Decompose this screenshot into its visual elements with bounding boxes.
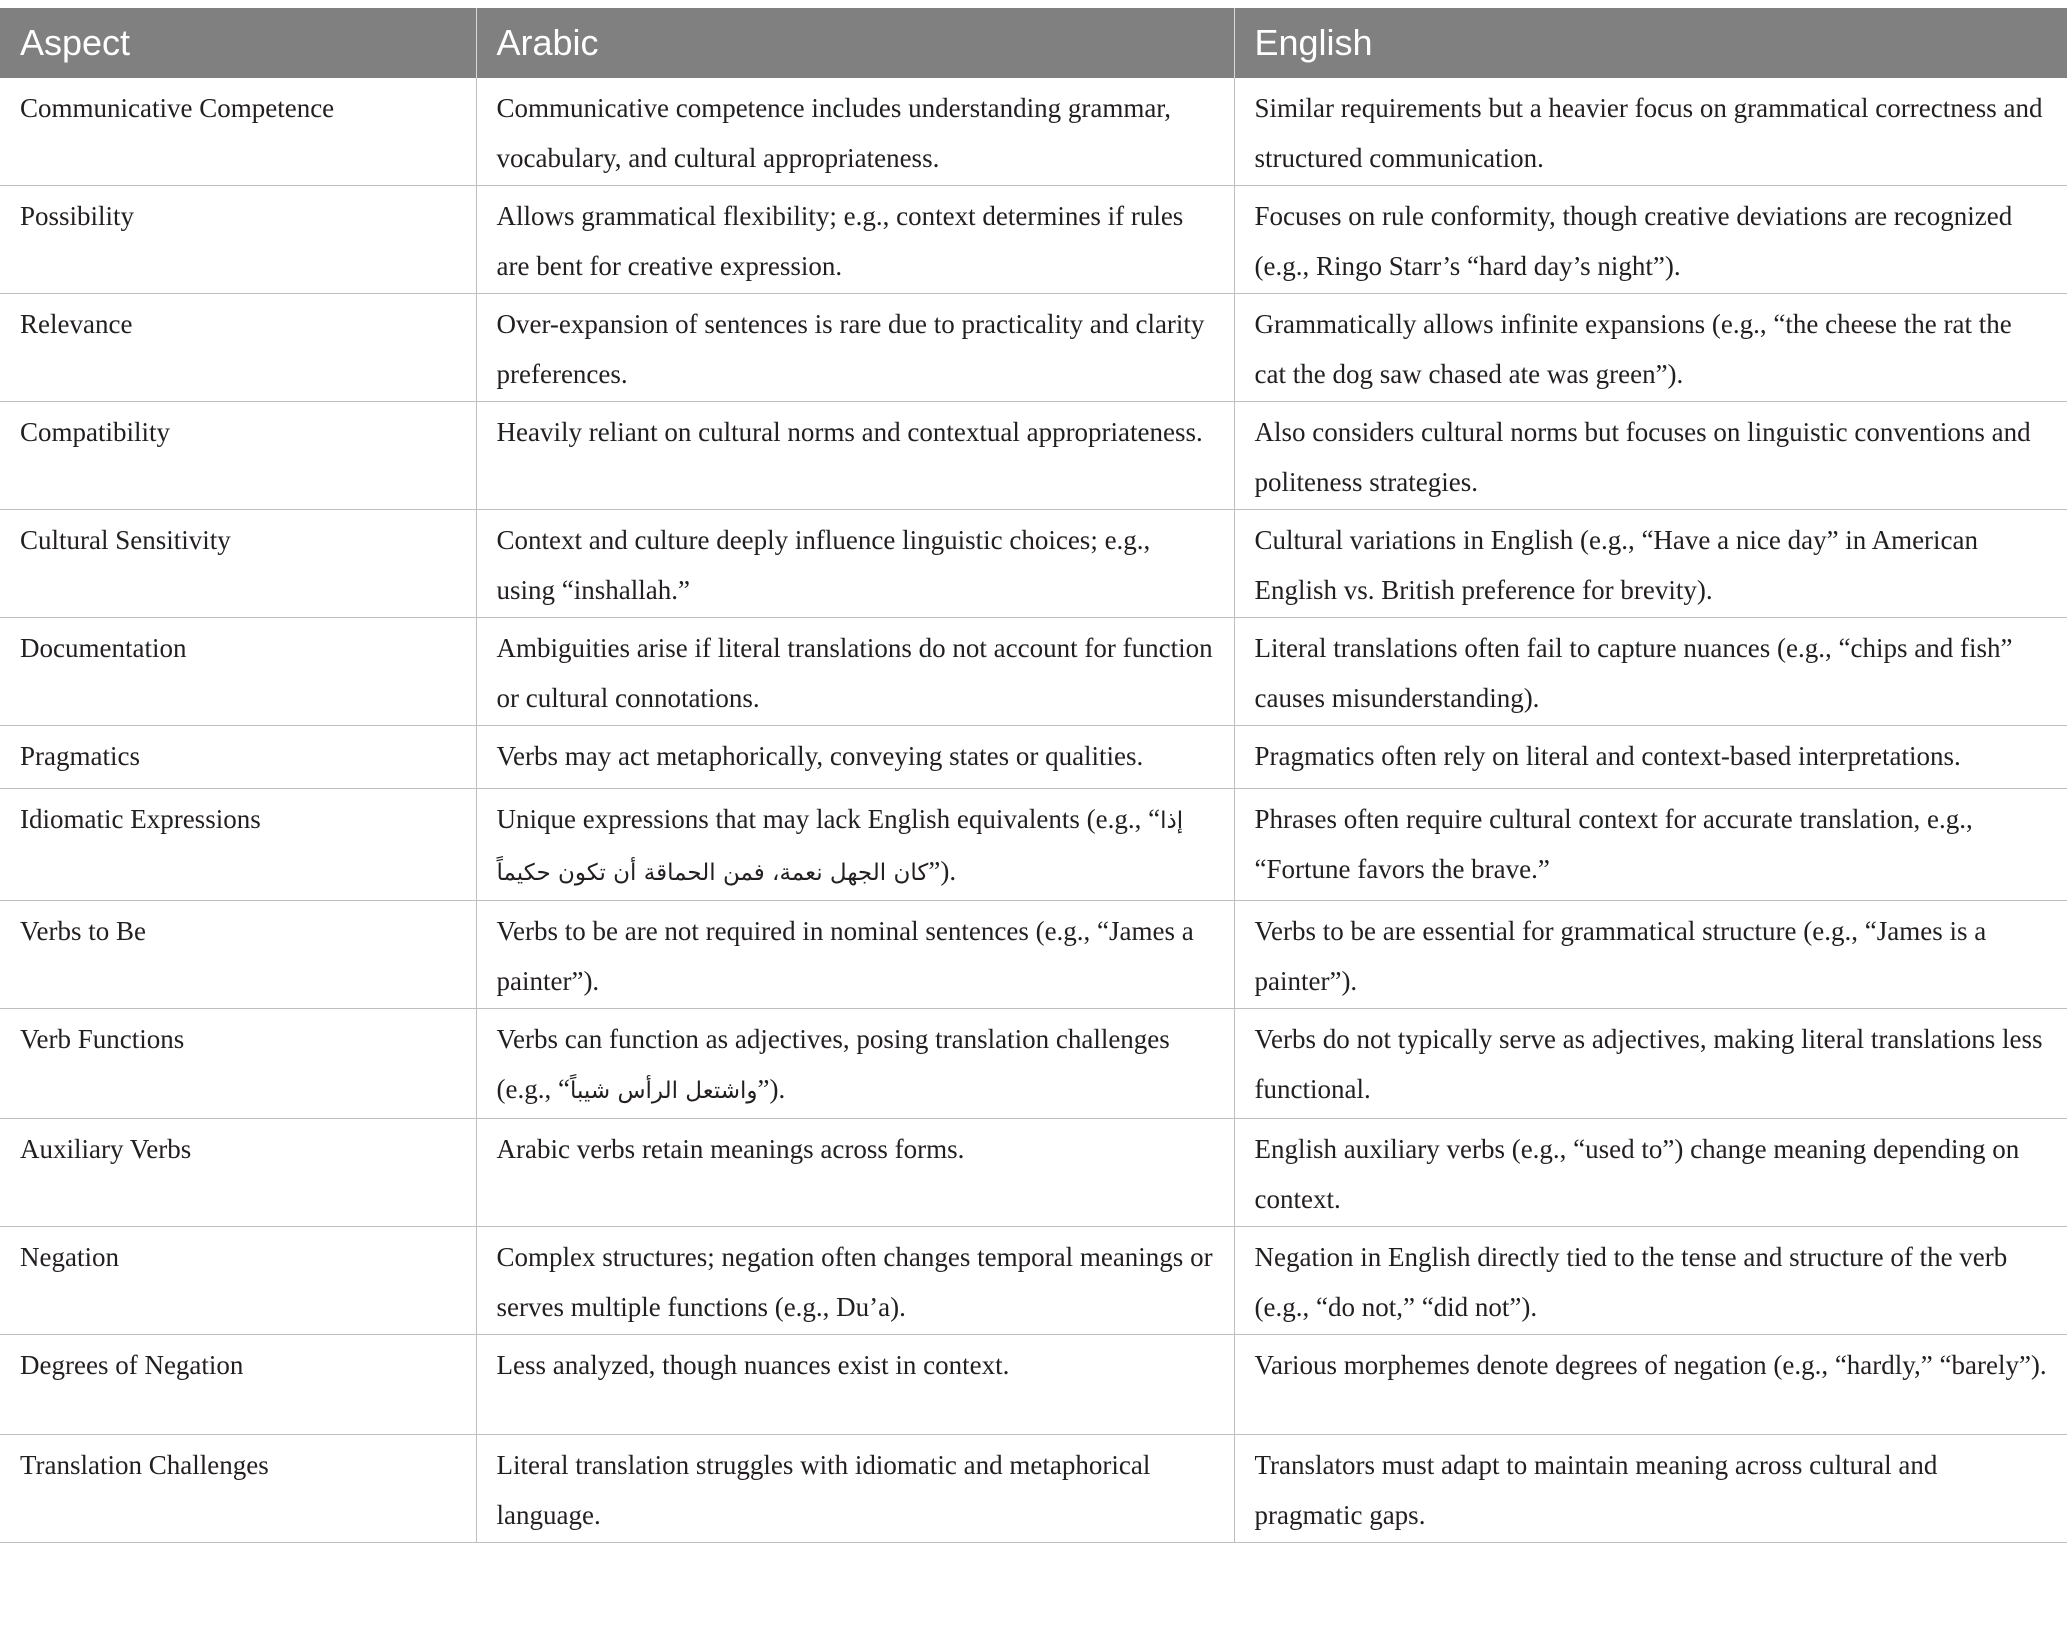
cell-arabic: Less analyzed, though nuances exist in context. [476,1335,1234,1435]
cell-arabic: Verbs may act metaphorically, conveying states or qualities. [476,726,1234,789]
cell-english: Verbs do not typically serve as adjectives, making literal translations less functional. [1234,1009,2067,1119]
header-arabic: Arabic [476,8,1234,78]
table-row [0,186,2067,294]
table-row [0,1119,2067,1227]
table-row [0,402,2067,510]
cell-arabic: Heavily reliant on cultural norms and contextual appropriateness. [476,402,1234,510]
cell-aspect: Verbs to Be [0,901,476,1009]
cell-aspect: Possibility [0,186,476,294]
cell-arabic: Over-expansion of sentences is rare due to practicality and clarity preferences. [476,294,1234,402]
cell-aspect: Compatibility [0,402,476,510]
cell-english: Verbs to be are essential for grammatical structure (e.g., “James is a painter”). [1234,901,2067,1009]
table-row [0,510,2067,618]
cell-aspect: Verb Functions [0,1009,476,1119]
arabic-script-quote: واشتعل الرأس شيباً [569,1078,758,1104]
header-row [0,8,2067,78]
table-row [0,726,2067,789]
cell-aspect: Idiomatic Expressions [0,789,476,901]
header-aspect: Aspect [0,8,476,78]
cell-english: Pragmatics often rely on literal and context-based interpretations. [1234,726,2067,789]
table-row [0,618,2067,726]
table-row [0,1335,2067,1435]
cell-arabic: Context and culture deeply influence linguistic choices; e.g., using “inshallah.” [476,510,1234,618]
table-row [0,1009,2067,1119]
cell-arabic [476,1009,1234,1119]
cell-english: Various morphemes denote degrees of negation (e.g., “hardly,” “barely”). [1234,1335,2067,1435]
cell-aspect: Translation Challenges [0,1435,476,1543]
cell-arabic: Verbs to be are not required in nominal sentences (e.g., “James a painter”). [476,901,1234,1009]
header-english: English [1234,8,2067,78]
cell-arabic: Complex structures; negation often changes temporal meanings or serves multiple functions (e.g., Du’a). [476,1227,1234,1335]
cell-english: Negation in English directly tied to the tense and structure of the verb (e.g., “do not,” “did not”). [1234,1227,2067,1335]
cell-english: Cultural variations in English (e.g., “Have a nice day” in American English vs. British preference for brevity). [1234,510,2067,618]
table-row [0,1435,2067,1543]
table-header [0,8,2067,78]
cell-english: English auxiliary verbs (e.g., “used to”) change meaning depending on context. [1234,1119,2067,1227]
table-row [0,294,2067,402]
cell-english: Also considers cultural norms but focuses on linguistic conventions and politeness strategies. [1234,402,2067,510]
comparison-table [0,8,2067,1543]
table-row [0,789,2067,901]
cell-aspect: Cultural Sensitivity [0,510,476,618]
cell-aspect: Auxiliary Verbs [0,1119,476,1227]
cell-english: Literal translations often fail to capture nuances (e.g., “chips and fish” causes misunderstanding). [1234,618,2067,726]
cell-english: Grammatically allows infinite expansions (e.g., “the cheese the rat the cat the dog saw chased ate was green”). [1234,294,2067,402]
comparison-table-container [0,8,2067,1543]
cell-aspect: Negation [0,1227,476,1335]
cell-arabic: Communicative competence includes understanding grammar, vocabulary, and cultural appropriateness. [476,78,1234,186]
arabic-text-suffix: ”). [757,1074,786,1104]
table-row [0,1227,2067,1335]
cell-english: Focuses on rule conformity, though creative deviations are recognized (e.g., Ringo Starr’s “hard day’s night”). [1234,186,2067,294]
arabic-text-prefix: Unique expressions that may lack English equivalents (e.g., “ [496,804,1161,834]
cell-aspect: Relevance [0,294,476,402]
cell-arabic: Literal translation struggles with idiomatic and metaphorical language. [476,1435,1234,1543]
table-row [0,78,2067,186]
cell-english: Phrases often require cultural context for accurate translation, e.g., “Fortune favors the brave.” [1234,789,2067,901]
cell-arabic [476,789,1234,901]
cell-arabic: Allows grammatical flexibility; e.g., context determines if rules are bent for creative expression. [476,186,1234,294]
cell-aspect: Communicative Competence [0,78,476,186]
table-row [0,901,2067,1009]
cell-aspect: Documentation [0,618,476,726]
cell-arabic: Arabic verbs retain meanings across forms. [476,1119,1234,1227]
cell-arabic: Ambiguities arise if literal translations do not account for function or cultural connotations. [476,618,1234,726]
table-body [0,78,2067,1543]
arabic-text-prefix: Verbs can function as adjectives, posing translation challenges (e.g., “ [496,1024,1170,1104]
cell-english: Similar requirements but a heavier focus on grammatical correctness and structured communication. [1234,78,2067,186]
cell-aspect: Pragmatics [0,726,476,789]
cell-english: Translators must adapt to maintain meaning across cultural and pragmatic gaps. [1234,1435,2067,1543]
cell-aspect: Degrees of Negation [0,1335,476,1435]
arabic-script-quote: إذا كان الجهل نعمة، فمن الحماقة أن تكون حكيماً [496,808,1184,886]
arabic-text-suffix: ”). [928,856,957,886]
